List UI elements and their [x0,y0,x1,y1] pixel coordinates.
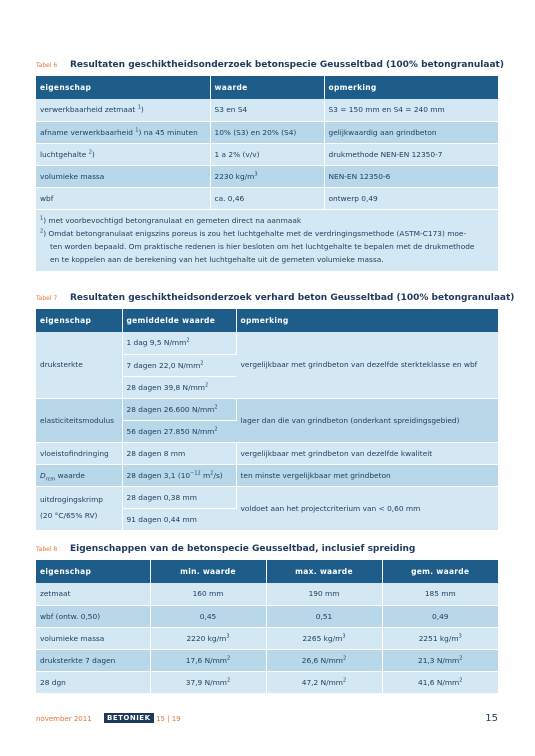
table-cell: druksterkte [36,332,122,398]
table-6 [36,60,504,272]
table-6-header: eigenschap [36,76,210,99]
table-cell: elasticiteitsmodulus [36,398,122,442]
table-6-caption [36,60,504,74]
table-8-header: min. waarde [150,560,266,583]
table-7-number: Tabel 7 [36,295,58,302]
table-cell: 28 dagen 0,38 mm [122,486,236,508]
table-cell: 56 dagen 27.850 $N/mm^2$ [122,420,236,442]
table-row [36,332,498,354]
table-cell: S3 = 150 mm en S4 = 240 mm [324,99,498,121]
magazine-logo: BETONIEK [104,713,154,723]
table-cell: ca. 0,46 [210,187,324,209]
table-row [36,583,498,605]
table-cell: 37,9 $N/mm^2$ [150,671,266,693]
table-cell: lager dan die van grindbeton (onderkant spreidingsgebied) [236,398,498,442]
table-row [36,99,498,121]
table-cell: vergelijkbaar met grindbeton van dezelfde sterkteklasse en wbf [236,332,498,398]
footer-date: november 2011 [36,715,92,723]
table-cell: 21,3 $N/mm^2$ [382,649,498,671]
table-8-grid [36,560,498,694]
table-cell: 7 dagen 22,0 $N/mm^2$ [122,354,236,376]
table-cell: 0,49 [382,605,498,627]
table-8-header: gem. waarde [382,560,498,583]
page-footer [36,713,498,727]
table-7-header: eigenschap [36,309,122,332]
table-cell: luchtgehalte $^2$) [36,143,210,165]
table-cell: NEN-EN 12350-6 [324,165,498,187]
table-cell: gelijkwaardig aan grindbeton [324,121,498,143]
table-cell: 0,51 [266,605,382,627]
table-cell: wbf [36,187,210,209]
table-8-header-row [36,560,498,583]
table-cell: 91 dagen 0,44 mm [122,508,236,530]
footnote: $^1$) met voorbevochtigd betongranulaat en gemeten direct na aanmaak [40,215,302,225]
table-cell: zetmaat [36,583,150,605]
table-cell: $D_{rcm}$ waarde [36,464,122,486]
table-cell: drukmethode NEN-EN 12350-7 [324,143,498,165]
table-8 [36,544,498,694]
table-6-grid [36,76,498,272]
table-cell: 28 dagen 26.600 $N/mm^2$ [122,398,236,420]
table-cell: 0,45 [150,605,266,627]
table-7-caption [36,293,515,307]
table-cell: 10% (S3) en 20% (S4) [210,121,324,143]
table-cell: 1 dag 9,5 $N/mm^2$ [122,332,236,354]
table-row [36,121,498,143]
table-6-header-row [36,76,498,99]
table-7-header: gemiddelde waarde [122,309,236,332]
table-row [36,627,498,649]
footer-issue: 15 | 19 [156,715,181,723]
table-6-number: Tabel 6 [36,62,58,69]
table-cell: volumieke massa [36,165,210,187]
table-6-title: Resultaten geschiktheidsonderzoek betonspecie Geusseltbad (100% betongranulaat) [70,60,504,70]
table-row [36,671,498,693]
table-cell: afname verwerkbaarheid $^1$) na 45 minuten [36,121,210,143]
table-row [36,165,498,187]
footnote-continuation: en te koppelen aan de berekening van het luchtgehalte uit de gemeten volumieke massa. [50,254,384,264]
table-cell: 28 dgn [36,671,150,693]
table-cell: 190 mm [266,583,382,605]
page-number: 15 [485,713,498,724]
table-row [36,649,498,671]
table-cell: 41,6 $N/mm^2$ [382,671,498,693]
table-cell: 28 dagen 39,8 $N/mm^2$ [122,376,236,398]
table-cell: 2220 $kg/m^3$ [150,627,266,649]
table-6-header: waarde [210,76,324,99]
table-8-title: Eigenschappen van de betonspecie Geusseltbad, inclusief spreiding [70,544,416,554]
table-cell: S3 en S4 [210,99,324,121]
table-cell: ontwerp 0,49 [324,187,498,209]
table-cell: volumieke massa [36,627,150,649]
table-6-notes [36,209,498,271]
table-cell: ten minste vergelijkbaar met grindbeton [236,464,498,486]
table-row [36,442,498,464]
table-cell: 47,2 $N/mm^2$ [266,671,382,693]
table-cell: 2265 $kg/m^3$ [266,627,382,649]
table-cell: 28 dagen 8 mm [122,442,236,464]
table-7-header: opmerking [236,309,498,332]
table-cell: 2230 $kg/m^3$ [210,165,324,187]
table-7-header-row [36,309,498,332]
table-8-number: Tabel 8 [36,546,58,553]
table-cell: 185 mm [382,583,498,605]
table-row [36,605,498,627]
table-8-caption [36,544,498,558]
table-cell: wbf (ontw. 0,50) [36,605,150,627]
table-cell: 28 dagen 3,1 ($10^{-12}$ $m^2/s$) [122,464,236,486]
table-cell: 160 mm [150,583,266,605]
table-cell: vergelijkbaar met grindbeton van dezelfde kwaliteit [236,442,498,464]
table-row [36,486,498,508]
table-cell: druksterkte 7 dagen [36,649,150,671]
table-8-header: eigenschap [36,560,150,583]
footnotes [36,209,498,271]
table-7-grid [36,309,498,531]
table-row [36,143,498,165]
table-7 [36,293,515,531]
table-row [36,187,498,209]
footnote: $^2$) Omdat betongranulaat enigszins poreus is zou het luchtgehalte met de verdringingsmethode (ASTM-C173) moe- [40,228,467,238]
table-7-title: Resultaten geschiktheidsonderzoek verhard beton Geusseltbad (100% betongranulaat) [70,293,515,303]
table-cell: vloeistofindringing [36,442,122,464]
table-8-header: max. waarde [266,560,382,583]
table-6-header: opmerking [324,76,498,99]
table-row [36,398,498,420]
table-row [36,464,498,486]
table-cell: uitdrogingskrimp (20 °C/65% RV) [36,486,122,530]
table-cell: 26,6 $N/mm^2$ [266,649,382,671]
table-cell: 2251 $kg/m^3$ [382,627,498,649]
footnote-continuation: ten worden bepaald. Om praktische redenen is hier besloten om het luchtgehalte te bepalen met de drukmethode [50,241,475,251]
table-cell: 1 a 2% (v/v) [210,143,324,165]
table-cell: 17,6 $N/mm^2$ [150,649,266,671]
table-cell: voldoet aan het projectcriterium van < 0,60 mm [236,486,498,530]
table-cell: verwerkbaarheid zetmaat $^1$) [36,99,210,121]
